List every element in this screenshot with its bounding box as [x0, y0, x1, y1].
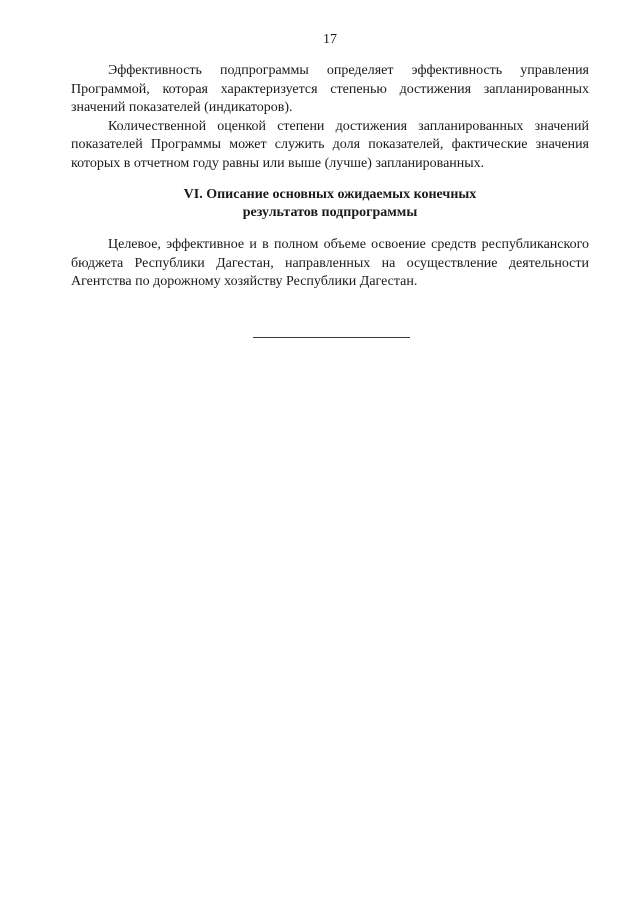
paragraph-effectiveness: Эффективность подпрограммы определяет эффективность управления Программой, которая характеризуется степенью достижения запланированных значений показателей (индикаторов).	[71, 63, 589, 115]
top-text-block	[71, 62, 589, 173]
paragraph-quantitative-assessment: Количественной оценкой степени достижения запланированных значений показателей Программы может служить доля показателей, фактические значения которых в отчетном году равны или выше (лучше) запланированных.	[71, 118, 589, 171]
end-separator-line	[253, 337, 410, 338]
bottom-text-block	[71, 236, 589, 292]
section-heading-line-1: VI. Описание основных ожидаемых конечных	[183, 187, 477, 202]
page-number: 17	[323, 32, 337, 47]
section-heading-line-2: результатов подпрограммы	[242, 205, 418, 220]
section-heading	[71, 186, 589, 222]
paragraph-expected-results: Целевое, эффективное и в полном объеме освоение средств республиканского бюджета Республики Дагестан, направленных на осуществление деятельности Агентства по дорожному хозяйству Республики Дагестан.	[71, 237, 589, 289]
